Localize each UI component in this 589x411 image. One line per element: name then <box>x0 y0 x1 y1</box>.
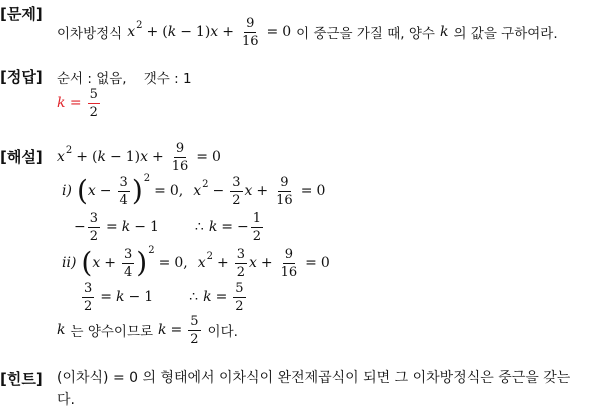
fraction-9-16: $\frac{9}{16}$ <box>241 15 259 49</box>
solution-label: [해설] <box>0 148 43 166</box>
solution-case-2: ii) ( x + $\frac{3}{4}$ ) 2 = 0, x 2 + $\frac{3}{2}$ x + $\frac{9}{16}$ = 0 <box>62 244 330 280</box>
problem-end: 의 값을 구하여라. <box>453 26 558 42</box>
hint-label: [힌트] <box>0 370 43 388</box>
problem-prefix: 이차방정식 <box>57 26 123 42</box>
answer-label: [정답] <box>0 68 43 86</box>
solution-case-2-result: $\frac{3}{2}$ = k − 1 ∴ k = $\frac{5}{2}$ <box>84 280 244 314</box>
hint-text: (이차식) = 0 의 형태에서 이차식이 완전제곱식이 되면 그 이차방정식은 중근을 갖는다. <box>57 370 571 408</box>
answer-order-count: 순서 : 없음, 갯수 : 1 <box>57 71 192 87</box>
problem-statement: 이차방정식 x 2 + ( k − 1) x + $\frac{9}{16}$ = 0 이 중근을 가질 때, 양수 k 의 값을 구하여라. <box>57 15 558 49</box>
solution-case-1: i) ( x − $\frac{3}{4}$ ) 2 = 0, x 2 − $\frac{3}{2}$ x + $\frac{9}{16}$ = 0 <box>62 172 326 208</box>
answer-value: k = $\frac{5}{2}$ <box>57 86 98 120</box>
solution-conclusion: k 는 양수이므로 k = $\frac{5}{2}$ 이다. <box>57 313 238 347</box>
problem-suffix: 이 중근을 가질 때, 양수 <box>296 26 435 42</box>
problem-var-k: k <box>439 24 449 40</box>
solution-line-equation: x 2 + ( k − 1) x + $\frac{9}{16}$ = 0 <box>57 140 221 174</box>
solution-case-1-result: − $\frac{3}{2}$ = k − 1 ∴ k = − $\frac{1}{2}$ <box>74 210 262 244</box>
problem-label: [문제] <box>0 5 43 23</box>
answer-fraction: $\frac{5}{2}$ <box>89 86 98 120</box>
